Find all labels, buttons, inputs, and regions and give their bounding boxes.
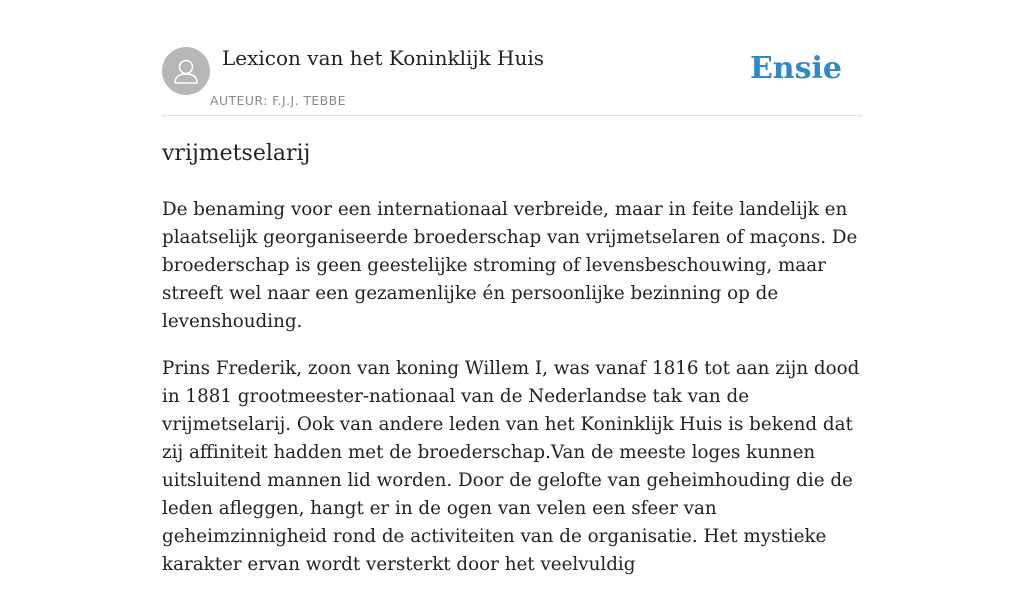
entry-paragraph: Prins Frederik, zoon van koning Willem I, was vanaf 1816 tot aan zijn dood in 1881 grootmeester-nationaal van de Nederlandse tak van de vrijmetselarij. Ook van andere leden van het Koninklijk Huis is bekend dat zij affiniteit hadden met de broederschap.Van de meeste loges kunnen uitsluitend mannen lid worden. Door de gelofte van geheimhouding die de leden afleggen, hangt er in de ogen van velen een sfeer van geheimzinnigheid rond de activiteiten van de organisatie. Het mystieke karakter ervan wordt versterkt door het veelvuldig [162,358,860,575]
entry-title: vrijmetselarij [162,141,311,166]
ensie-logo[interactable]: Ensie [749,51,842,86]
page-header [162,0,862,116]
entry-paragraph: De benaming voor een internationaal verbreide, maar in feite landelijk en plaatselijk georganiseerde broederschap van vrijmetselaren of maçons. De broederschap is geen geestelijke stroming of levensbeschouwing, maar streeft wel naar een gezamenlijke én persoonlijke bezinning op de levenshouding. [162,199,858,332]
entry-content [162,138,862,598]
source-title[interactable]: Lexicon van het Koninklijk Huis [222,46,545,70]
user-silhouette-icon [162,47,210,95]
author-avatar[interactable] [162,47,210,95]
author-label[interactable]: AUTEUR: F.J.J. TEBBE [210,93,346,108]
